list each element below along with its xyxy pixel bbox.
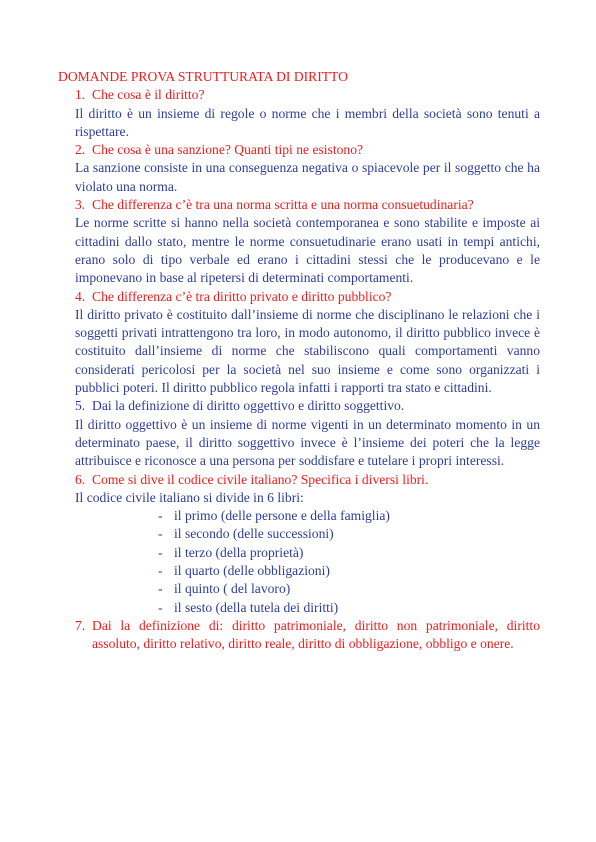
question-number: 4. — [75, 288, 86, 304]
question-2 — [58, 141, 540, 159]
question-text: Dai la definizione di diritto oggettivo e diritto soggettivo. — [92, 398, 405, 414]
list-item-text: il quinto ( del lavoro) — [174, 581, 291, 597]
question-text: Che cosa è una sanzione? Quanti tipi ne esistono? — [92, 142, 364, 158]
list-item — [158, 507, 540, 525]
answer-5: Il diritto oggettivo è un insieme di norme vigenti in un determinato momento in un determinato paese, il diritto soggettivo invece è l’insieme dei poteri che la legge attribuisce e riconosce a una persona per soddisfare e tutelare i propri interessi. — [75, 416, 540, 469]
dash-bullet: - — [158, 544, 163, 560]
document-page — [58, 68, 540, 654]
answer-1: Il diritto è un insieme di regole o norme che i membri della società sono tenuti a rispettare. — [75, 105, 540, 139]
question-text: Che cosa è il diritto? — [92, 87, 205, 103]
dash-bullet: - — [158, 508, 163, 524]
answer-2: La sanzione consiste in una conseguenza negativa o spiacevole per il soggetto che ha violato una norma. — [75, 160, 540, 194]
list-item — [158, 580, 540, 598]
question-text: Che differenza c’è tra una norma scritta e una norma consuetudinaria? — [92, 197, 474, 213]
answer-6: Il codice civile italiano si divide in 6 libri: — [75, 489, 304, 505]
list-item-text: il sesto (della tutela dei diritti) — [174, 599, 339, 615]
list-item-text: il secondo (delle successioni) — [174, 526, 334, 542]
question-6 — [58, 471, 540, 489]
dash-bullet: - — [158, 581, 163, 597]
dash-bullet: - — [158, 599, 163, 615]
question-number: 5. — [75, 398, 86, 414]
books-list — [58, 507, 540, 617]
list-item — [158, 599, 540, 617]
list-item-text: il primo (delle persone e della famiglia) — [174, 508, 390, 524]
list-item — [158, 525, 540, 543]
question-3 — [58, 196, 540, 214]
question-4 — [58, 288, 540, 306]
answer-4: Il diritto privato è costituito dall’insieme di norme che disciplinano le relazioni che i soggetti privati intrattengono tra loro, in modo autonomo, il diritto pubblico invece è costituito dall’insieme di norme che stabiliscono quali comportamenti vanno considerati pericolosi per la società nel suo insieme e come sono organizzati i pubblici poteri. Il diritto pubblico regola infatti i rapporti tra stato e cittadini. — [75, 306, 540, 396]
question-5 — [58, 397, 540, 415]
question-number: 1. — [75, 87, 86, 103]
question-text: Come si dive il codice civile italiano? Specifica i diversi libri. — [92, 471, 429, 487]
page-title: DOMANDE PROVA STRUTTURATA DI DIRITTO — [58, 69, 348, 84]
question-1 — [58, 86, 540, 104]
list-item — [158, 562, 540, 580]
dash-bullet: - — [158, 526, 163, 542]
question-number: 3. — [75, 197, 86, 213]
answer-3: Le norme scritte si hanno nella società contemporanea e sono stabilite e imposte ai cittadini dallo stato, mentre le norme consuetudinarie erano usati in tempi antichi, erano solo di tipo verbale ed erano i cittadini stessi che le producevano e le imponevano in base al ripetersi di determinati comportamenti. — [75, 215, 540, 286]
question-text: Che differenza c’è tra diritto privato e diritto pubblico? — [92, 288, 392, 304]
list-item-text: il terzo (della proprietà) — [174, 544, 304, 560]
question-number: 2. — [75, 142, 86, 158]
list-item-text: il quarto (delle obbligazioni) — [174, 563, 330, 579]
question-number: 6. — [75, 471, 86, 487]
dash-bullet: - — [158, 563, 163, 579]
question-7 — [58, 617, 540, 654]
list-item — [158, 544, 540, 562]
question-text: Dai la definizione di: diritto patrimoniale, diritto non patrimoniale, diritto assoluto, diritto relativo, diritto reale, diritto di obbligazione, obbligo e onere. — [92, 617, 540, 652]
question-number: 7. — [75, 617, 86, 633]
